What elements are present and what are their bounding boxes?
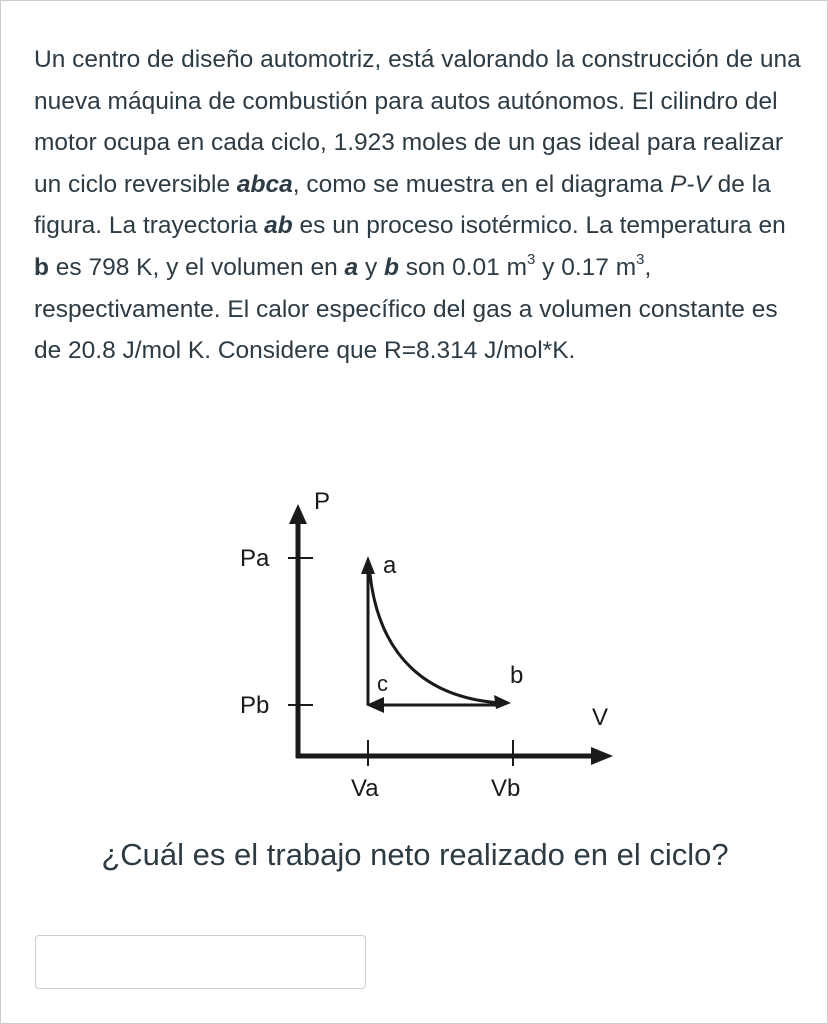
tick-label-pa: Pa [240,545,270,572]
question-prompt: ¿Cuál es el trabajo neto realizado en el ciclo? [101,837,729,872]
point-a: a [344,253,359,281]
point-b: b [384,253,399,281]
cycle-name: abca [236,170,293,198]
p-axis-arrow [289,504,307,524]
point-label-a: a [383,552,397,579]
axis-label-p: P [314,488,331,515]
tick-label-vb: Vb [491,775,521,802]
path-ab-arrow [494,695,511,709]
path-ca-arrow [361,556,375,574]
point-b-bold: b [34,253,49,281]
tick-label-va: Va [351,775,379,802]
answer-input[interactable] [35,935,366,989]
diagram-name: P-V [669,170,711,198]
point-label-b: b [510,662,524,689]
point-label-c: c [377,671,388,696]
path-ab-isotherm [370,574,501,703]
pv-diagram [221,476,641,806]
question-text: Un centro de diseño automotriz, está valorando la construcción de una nueva máquina de combustión para autos autónomos. El cilindro del motor ocupa en cada ciclo, 1.923 moles de un gas ideal para realizar un ciclo reversible abca, como se muestra en el diagrama P-V de la figura. La trayectoria ab es un proceso isotérmico. La temperatura en b es 798 K, y el volumen en a y b son 0.01 $m^3$ y 0.17 $m^3$, respectivamente. El calor específico del gas a volumen constante es de 20.8 J/mol K. Considere que R=8.314 J/mol*K. [34,46,801,365]
path-name: ab [264,212,293,240]
v-axis-arrow [591,747,613,765]
axis-label-v: V [592,704,609,731]
tick-label-pb: Pb [240,692,270,719]
